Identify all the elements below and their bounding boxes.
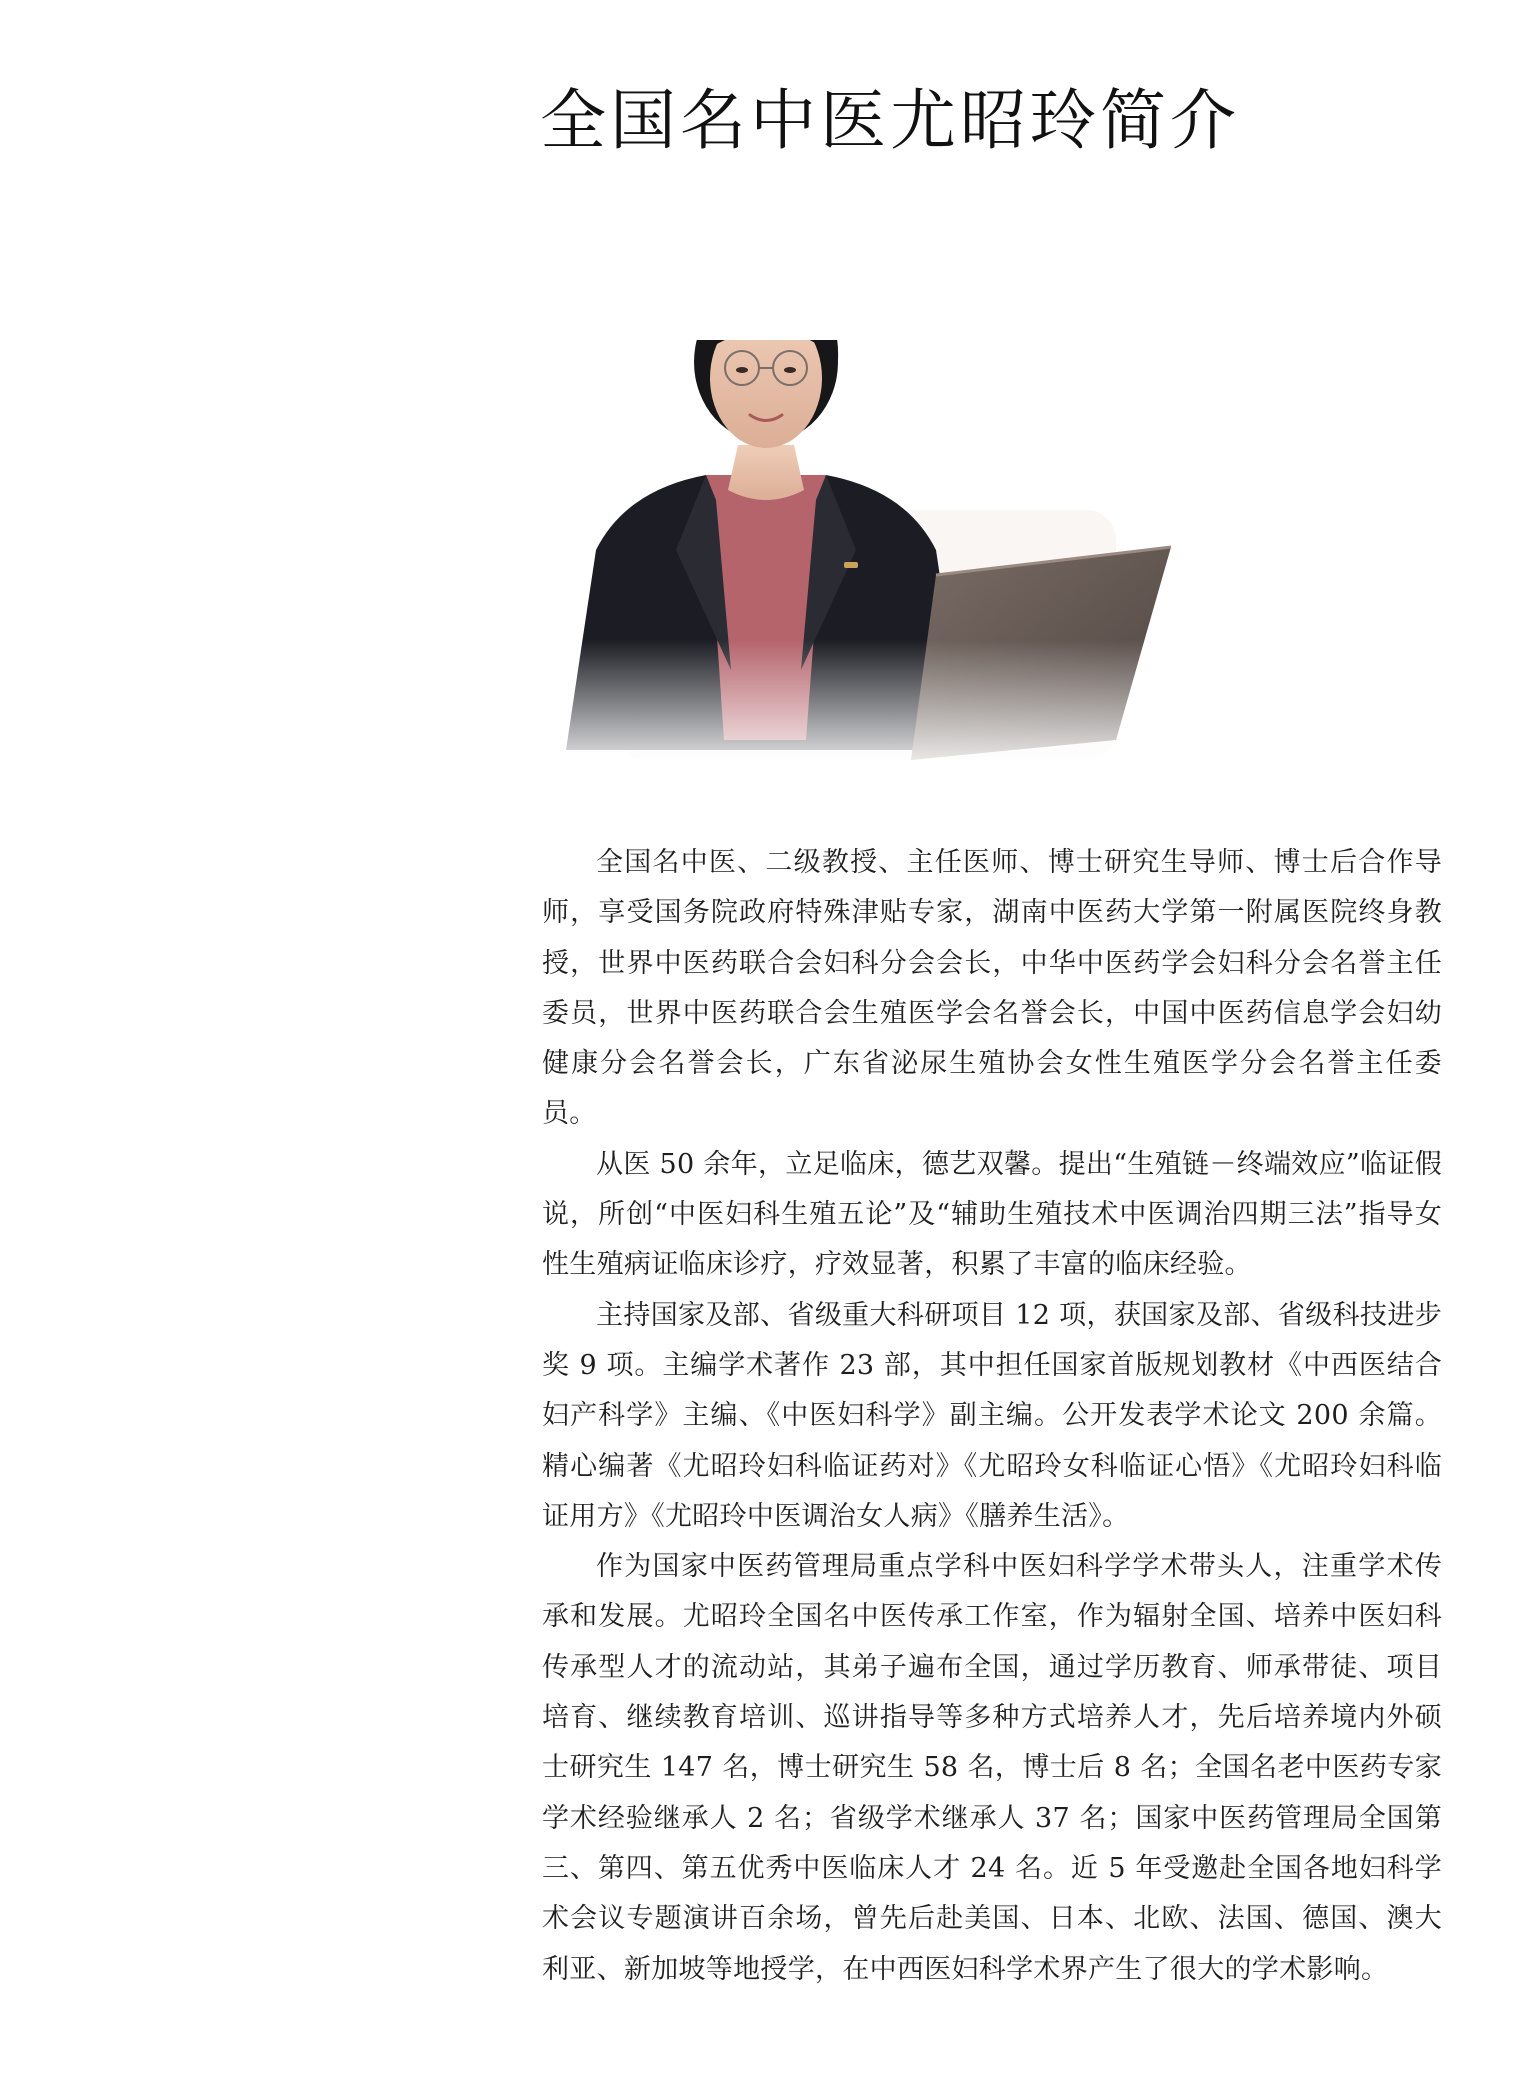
bio-paragraph-titles: 全国名中医、二级教授、主任医师、博士研究生导师、博士后合作导师，享受国务院政府特殊津贴专家，湖南中医药大学第一附属医院终身教授，世界中医药联合会妇科分会会长，中华中医药学会妇科分会名誉主任委员，世界中医药联合会生殖医学会名誉会长，中国中医药信息学会妇幼健康分会名誉会长，广东省泌尿生殖协会女性生殖医学分会名誉主任委员。 — [542, 847, 1442, 1130]
bio-paragraph-teaching: 作为国家中医药管理局重点学科中医妇科学学术带头人，注重学术传承和发展。尤昭玲全国名中医传承工作室，作为辐射全国、培养中医妇科传承型人才的流动站，其弟子遍布全国，通过学历教育、师承带徒、项目培育、继续教育培训、巡讲指导等多种方式培养人才，先后培养境内外硕士研究生 147 名，博士研究生 58 名，博士后 8 名；全国名老中医药专家学术经验继承人 2 名；省级学术继承人 37 名；国家中医药管理局全国第三、第四、第五优秀中医临床人才 24 名。近 5 年受邀赴全国各地妇科学术会议专题演讲百余场，曾先后赴美国、日本、北欧、法国、德国、澳大利亚、新加坡等地授学，在中西医妇科学术界产生了很大的学术影响。 — [542, 1551, 1442, 1985]
face-shape — [710, 340, 822, 448]
page-title: 全国名中医尤昭玲简介 — [540, 82, 1240, 159]
bio-paragraph-research: 主持国家及部、省级重大科研项目 12 项，获国家及部、省级科技进步奖 9 项。主编学术著作 23 部，其中担任国家首版规划教材《中西医结合妇产科学》主编、《中医妇科学》副主编。公开发表学术论文 200 余篇。精心编著《尤昭玲妇科临证药对》《尤昭玲女科临证心悟》《尤昭玲妇科临证用方》《尤昭玲中医调治女人病》《膳养生活》。 — [542, 1299, 1442, 1532]
lapel-pin — [844, 562, 858, 568]
bio-paragraph-clinical: 从医 50 余年，立足临床，德艺双馨。提出“生殖链－终端效应”临证假说，所创“中医妇科生殖五论”及“辅助生殖技术中医调治四期三法”指导女性生殖病证临床诊疗，疗效显著，积累了丰富的临床经验。 — [542, 1148, 1442, 1281]
biography-text — [542, 838, 1442, 1995]
neck-shape — [728, 445, 804, 500]
portrait-photo — [556, 340, 1176, 780]
